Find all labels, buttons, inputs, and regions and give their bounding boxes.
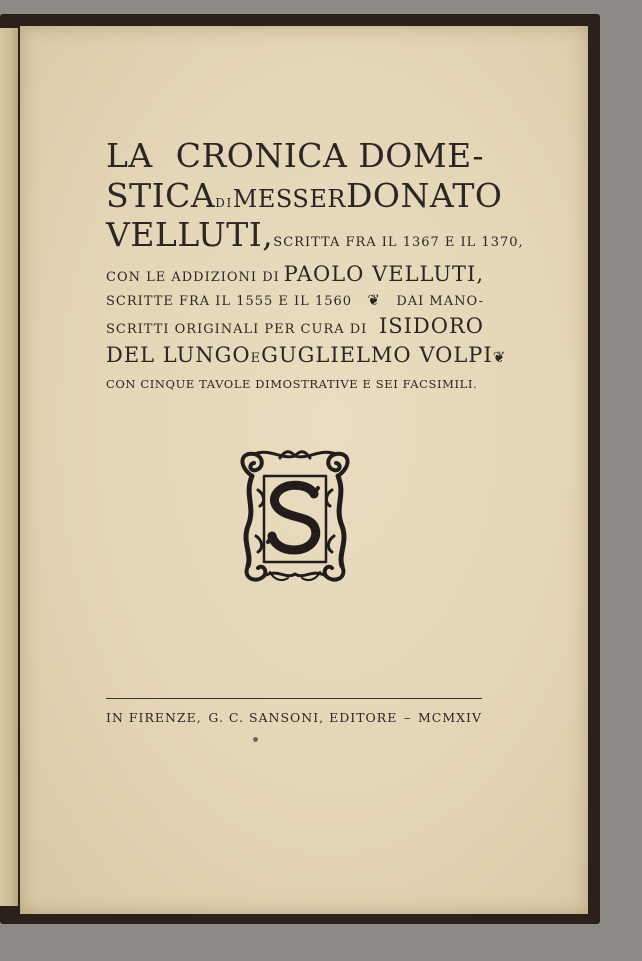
title-word: PAOLO VELLUTI,: [283, 262, 484, 286]
title-word: LA: [106, 136, 153, 175]
title-line-5: [106, 291, 484, 309]
title-page: [20, 26, 588, 914]
title-word: MESSER: [232, 185, 346, 213]
title-word: GUGLIELMO VOLPI: [261, 343, 493, 367]
imprint-year: MCMXIV: [417, 710, 482, 725]
title-word: SCRITTI ORIGINALI PER CURA DI: [106, 322, 368, 337]
imprint-line: [106, 710, 482, 725]
title-word: DI: [215, 196, 233, 210]
fleuron-icon: ❦: [367, 291, 381, 309]
imprint-place: IN FIRENZE,: [106, 710, 202, 725]
page-edges: [0, 28, 18, 906]
title-word: DAI MANO-: [396, 294, 484, 309]
title-word: E: [250, 351, 262, 366]
title-word: SCRITTE FRA IL 1555 E IL 1560: [106, 294, 353, 309]
sansoni-monogram-icon: [230, 446, 360, 586]
title-line-7: [106, 343, 506, 367]
title-word: CON CINQUE TAVOLE DIMOSTRATIVE E SEI FACSIMILI.: [106, 377, 478, 391]
title-word: CON LE ADDIZIONI DI: [106, 270, 280, 285]
title-word: DONATO: [345, 176, 503, 215]
title-line-8: [106, 377, 484, 391]
title-word: SCRITTA FRA IL 1367 E IL 1370,: [273, 235, 524, 250]
fleuron-icon: ❦: [492, 348, 506, 366]
title-line-3: [106, 215, 524, 254]
title-line-2: [106, 176, 503, 215]
divider-rule: [106, 698, 482, 699]
imprint-publisher: G. C. SANSONI, EDITORE: [208, 710, 398, 725]
title-word: ISIDORO: [378, 314, 484, 338]
title-word: VELLUTI,: [106, 215, 274, 254]
title-word: CRONICA DOME-: [175, 136, 484, 175]
title-line-4: [106, 262, 484, 286]
title-word: STICA: [106, 176, 216, 215]
imprint-dash: –: [404, 710, 412, 725]
title-line-6: [106, 314, 484, 338]
title-word: DEL LUNGO: [106, 343, 251, 367]
paper-speck: [253, 737, 258, 742]
title-line-1: [106, 136, 484, 175]
title-block: [106, 136, 524, 391]
